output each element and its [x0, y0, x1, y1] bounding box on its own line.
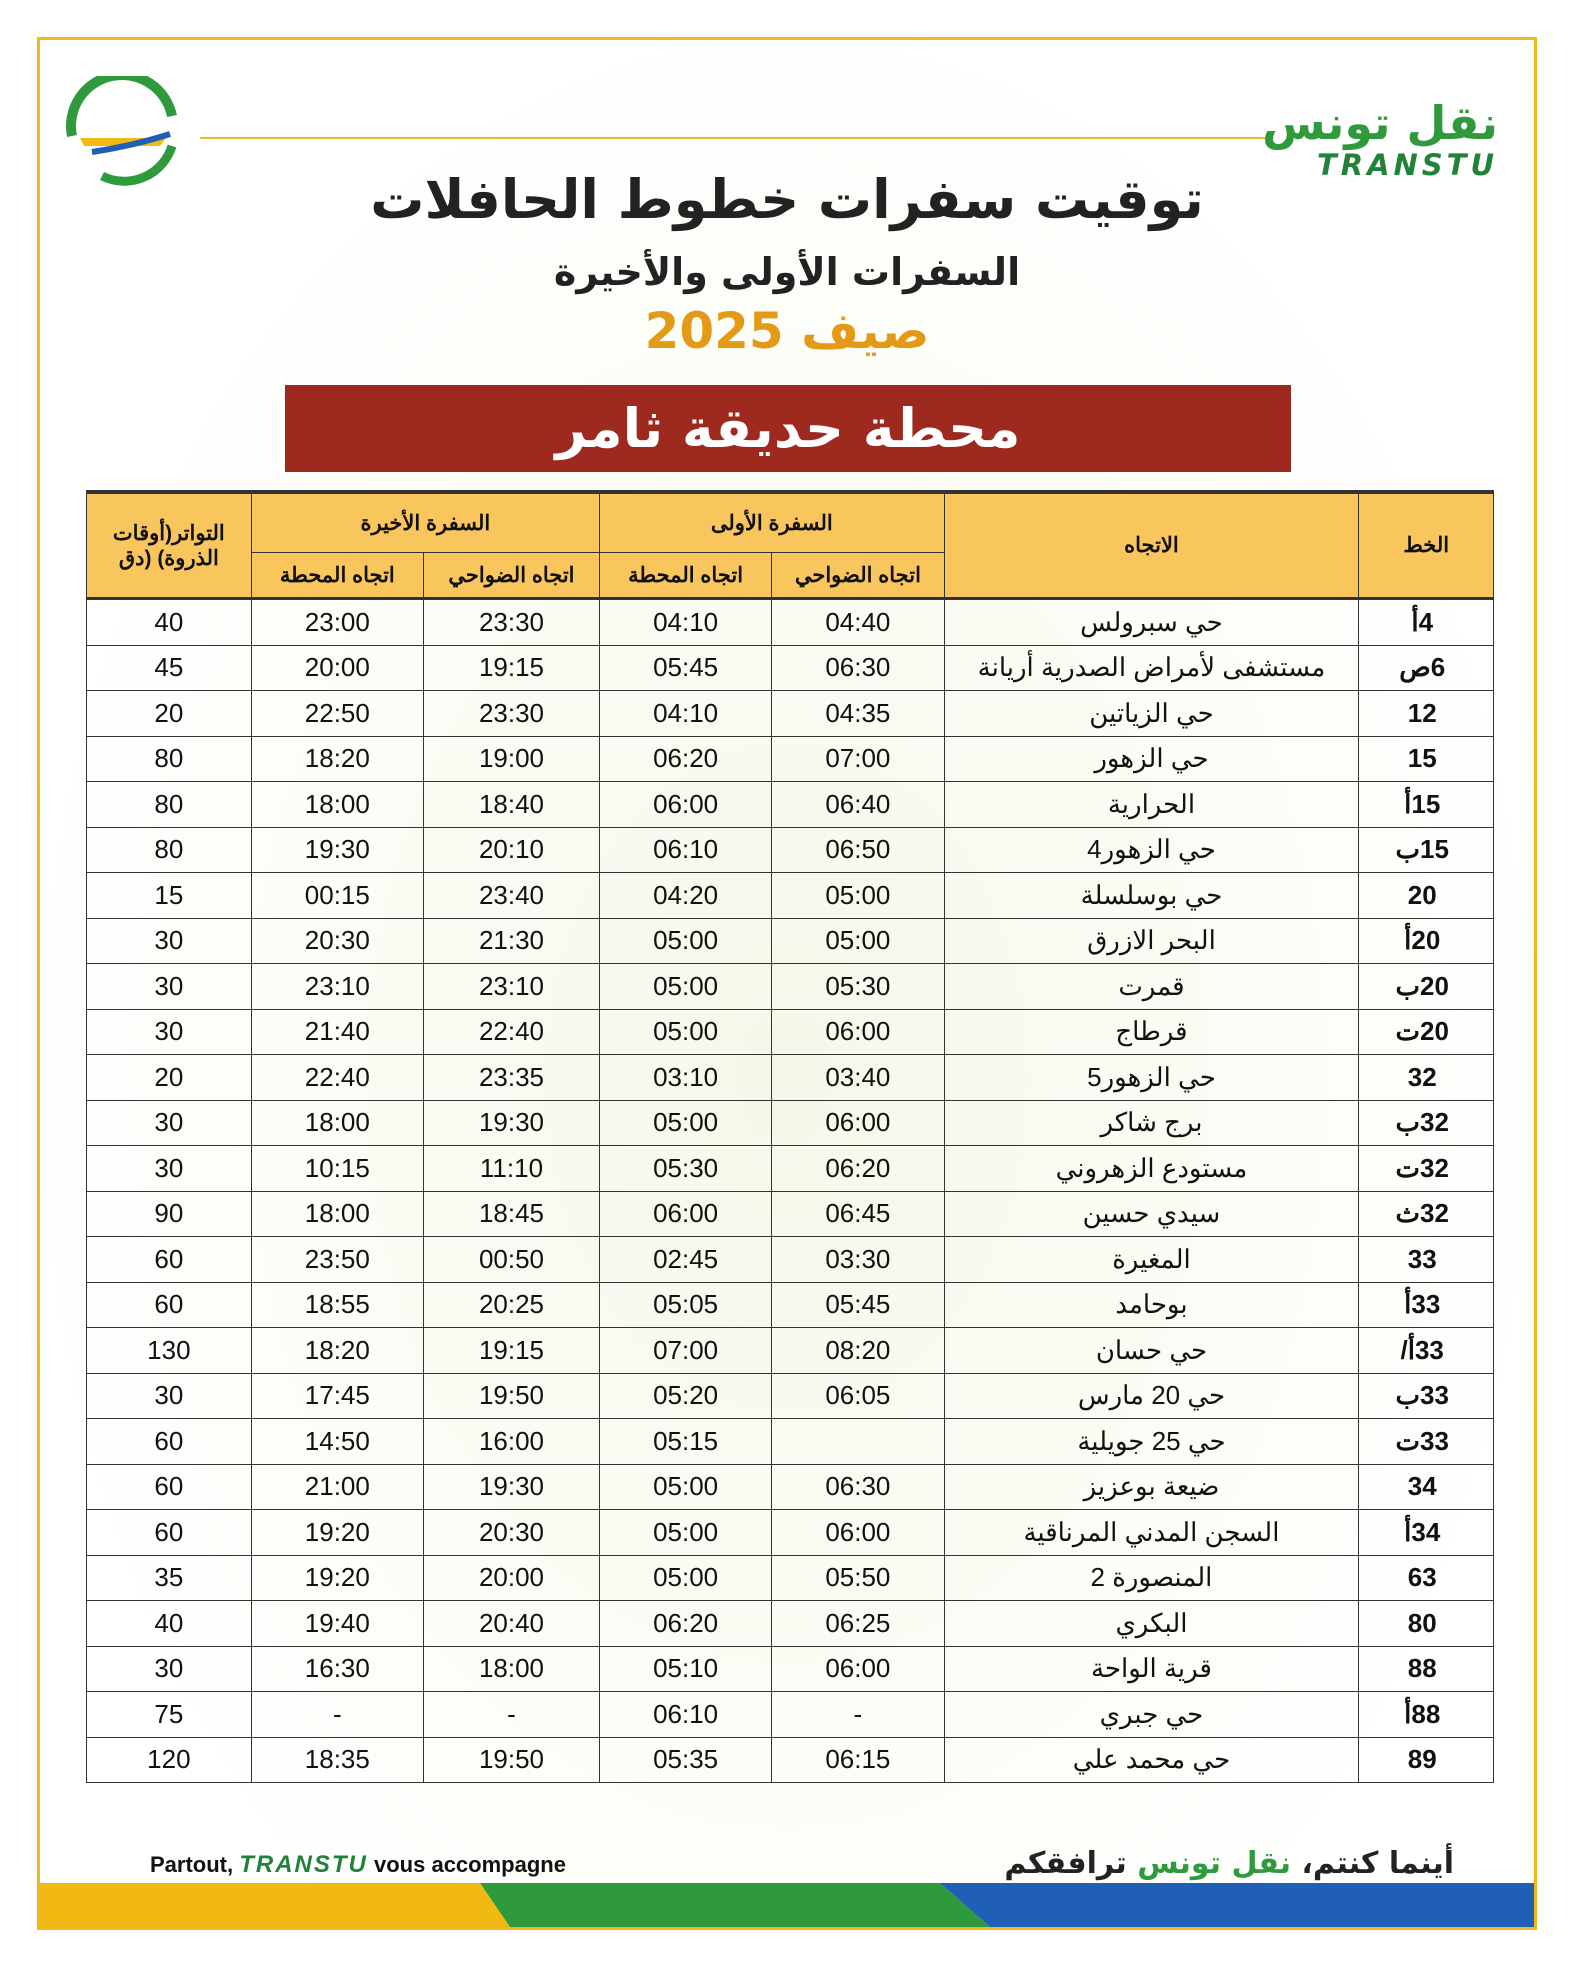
table-row — [87, 782, 1494, 828]
first-to-suburbs-cell: 05:30 — [772, 964, 944, 1010]
first-to-station-cell: 05:00 — [600, 918, 772, 964]
last-to-station-cell: 00:15 — [251, 873, 423, 919]
header-first-trip: السفرة الأولى — [600, 492, 945, 553]
last-to-station-cell: 18:20 — [251, 1328, 423, 1374]
line-cell: 32ث — [1359, 1191, 1494, 1237]
header-destination: الاتجاه — [944, 492, 1359, 599]
last-to-station-cell: 10:15 — [251, 1146, 423, 1192]
destination-cell: المغيرة — [944, 1237, 1359, 1283]
first-to-station-cell: 05:00 — [600, 1100, 772, 1146]
destination-cell: حي جبري — [944, 1692, 1359, 1738]
line-cell: 6ص — [1359, 645, 1494, 691]
first-to-suburbs-cell: - — [772, 1692, 944, 1738]
last-to-suburbs-cell: 19:15 — [423, 645, 599, 691]
footer-fr-prefix: Partout, — [150, 1852, 240, 1877]
first-to-station-cell: 06:20 — [600, 736, 772, 782]
page-subtitle: السفرات الأولى والأخيرة — [553, 250, 1021, 294]
first-to-suburbs-cell: 08:20 — [772, 1328, 944, 1374]
line-cell: 15أ — [1359, 782, 1494, 828]
destination-cell: المنصورة 2 — [944, 1555, 1359, 1601]
last-to-suburbs-cell: 20:25 — [423, 1282, 599, 1328]
header-line: الخط — [1359, 492, 1494, 599]
header-last-to-suburbs: اتجاه الضواحي — [423, 553, 599, 599]
first-to-suburbs-cell — [772, 1419, 944, 1465]
header-last-to-station: اتجاه المحطة — [251, 553, 423, 599]
last-to-station-cell: 23:00 — [251, 599, 423, 646]
last-to-suburbs-cell: 18:00 — [423, 1646, 599, 1692]
destination-cell: برج شاكر — [944, 1100, 1359, 1146]
frequency-cell: 20 — [87, 691, 252, 737]
line-cell: 34أ — [1359, 1510, 1494, 1556]
last-to-suburbs-cell: - — [423, 1692, 599, 1738]
table-row — [87, 1692, 1494, 1738]
first-to-suburbs-cell: 07:00 — [772, 736, 944, 782]
first-to-station-cell: 05:35 — [600, 1737, 772, 1783]
footer-ar-suffix: ترافقكم — [1004, 1846, 1138, 1881]
table-row — [87, 1737, 1494, 1783]
footer-arabic — [1004, 1846, 1454, 1881]
destination-cell: حي بوسلسلة — [944, 873, 1359, 919]
destination-cell: حي 20 مارس — [944, 1373, 1359, 1419]
last-to-suburbs-cell: 23:40 — [423, 873, 599, 919]
last-to-station-cell: 18:35 — [251, 1737, 423, 1783]
destination-cell: مستودع الزهروني — [944, 1146, 1359, 1192]
line-cell: 32 — [1359, 1055, 1494, 1101]
first-to-suburbs-cell: 04:40 — [772, 599, 944, 646]
table-row — [87, 1237, 1494, 1283]
first-to-suburbs-cell: 06:40 — [772, 782, 944, 828]
frequency-cell: 80 — [87, 827, 252, 873]
first-to-station-cell: 05:00 — [600, 1555, 772, 1601]
destination-cell: حي الزهور5 — [944, 1055, 1359, 1101]
line-cell: 88 — [1359, 1646, 1494, 1692]
first-to-station-cell: 03:10 — [600, 1055, 772, 1101]
page-frame — [37, 37, 1537, 1930]
last-to-suburbs-cell: 11:10 — [423, 1146, 599, 1192]
frequency-cell: 30 — [87, 1100, 252, 1146]
frequency-cell: 130 — [87, 1328, 252, 1374]
last-to-station-cell: 18:00 — [251, 782, 423, 828]
table-row — [87, 599, 1494, 646]
table-row — [87, 873, 1494, 919]
first-to-suburbs-cell: 04:35 — [772, 691, 944, 737]
last-to-suburbs-cell: 19:30 — [423, 1100, 599, 1146]
first-to-suburbs-cell: 06:00 — [772, 1646, 944, 1692]
first-to-station-cell: 05:00 — [600, 964, 772, 1010]
first-to-suburbs-cell: 06:50 — [772, 827, 944, 873]
header-rule — [200, 137, 1270, 139]
last-to-station-cell: - — [251, 1692, 423, 1738]
last-to-station-cell: 20:00 — [251, 645, 423, 691]
frequency-cell: 60 — [87, 1510, 252, 1556]
last-to-suburbs-cell: 20:00 — [423, 1555, 599, 1601]
destination-cell: حي الزهور — [944, 736, 1359, 782]
first-to-station-cell: 05:15 — [600, 1419, 772, 1465]
frequency-cell: 90 — [87, 1191, 252, 1237]
last-to-suburbs-cell: 21:30 — [423, 918, 599, 964]
table-row — [87, 1055, 1494, 1101]
line-cell: 80 — [1359, 1601, 1494, 1647]
header-last-trip: السفرة الأخيرة — [251, 492, 599, 553]
frequency-cell: 30 — [87, 1009, 252, 1055]
last-to-station-cell: 23:50 — [251, 1237, 423, 1283]
first-to-suburbs-cell: 06:00 — [772, 1510, 944, 1556]
header-first-to-station: اتجاه المحطة — [600, 553, 772, 599]
last-to-station-cell: 16:30 — [251, 1646, 423, 1692]
first-to-suburbs-cell: 05:00 — [772, 873, 944, 919]
frequency-cell: 30 — [87, 964, 252, 1010]
first-to-station-cell: 07:00 — [600, 1328, 772, 1374]
brand-arabic: نقل تونس — [1262, 96, 1498, 150]
table-row — [87, 1646, 1494, 1692]
last-to-suburbs-cell: 20:30 — [423, 1510, 599, 1556]
footer-fr-suffix: vous accompagne — [367, 1852, 566, 1877]
first-to-station-cell: 06:10 — [600, 1692, 772, 1738]
table-row — [87, 1555, 1494, 1601]
timetable — [86, 490, 1494, 1783]
destination-cell: حي محمد علي — [944, 1737, 1359, 1783]
last-to-suburbs-cell: 19:30 — [423, 1464, 599, 1510]
first-to-station-cell: 05:05 — [600, 1282, 772, 1328]
destination-cell: حي الزهور4 — [944, 827, 1359, 873]
first-to-suburbs-cell: 03:30 — [772, 1237, 944, 1283]
frequency-cell: 35 — [87, 1555, 252, 1601]
line-cell: 32ب — [1359, 1100, 1494, 1146]
last-to-station-cell: 18:00 — [251, 1100, 423, 1146]
last-to-suburbs-cell: 19:50 — [423, 1737, 599, 1783]
first-to-suburbs-cell: 06:15 — [772, 1737, 944, 1783]
line-cell: 20ب — [1359, 964, 1494, 1010]
destination-cell: قرية الواحة — [944, 1646, 1359, 1692]
destination-cell: الحرارية — [944, 782, 1359, 828]
last-to-suburbs-cell: 23:30 — [423, 691, 599, 737]
header-frequency: التواتر(أوقات الذروة) (دق — [87, 492, 252, 599]
last-to-station-cell: 19:20 — [251, 1555, 423, 1601]
first-to-suburbs-cell: 05:45 — [772, 1282, 944, 1328]
table-row — [87, 645, 1494, 691]
last-to-station-cell: 23:10 — [251, 964, 423, 1010]
last-to-station-cell: 18:20 — [251, 736, 423, 782]
footer-french — [150, 1851, 566, 1879]
frequency-cell: 30 — [87, 918, 252, 964]
frequency-cell: 60 — [87, 1237, 252, 1283]
footer-ar-prefix: أينما كنتم، — [1291, 1846, 1454, 1881]
first-to-suburbs-cell: 06:20 — [772, 1146, 944, 1192]
last-to-suburbs-cell: 23:10 — [423, 964, 599, 1010]
first-to-station-cell: 06:00 — [600, 782, 772, 828]
last-to-suburbs-cell: 19:00 — [423, 736, 599, 782]
station-banner: محطة حديقة ثامر — [285, 385, 1291, 472]
destination-cell: حي سبرولس — [944, 599, 1359, 646]
frequency-cell: 40 — [87, 599, 252, 646]
first-to-suburbs-cell: 06:00 — [772, 1009, 944, 1055]
first-to-suburbs-cell: 06:30 — [772, 1464, 944, 1510]
table-row — [87, 1464, 1494, 1510]
frequency-cell: 60 — [87, 1464, 252, 1510]
first-to-station-cell: 04:20 — [600, 873, 772, 919]
destination-cell: بوحامد — [944, 1282, 1359, 1328]
last-to-suburbs-cell: 22:40 — [423, 1009, 599, 1055]
first-to-station-cell: 05:30 — [600, 1146, 772, 1192]
frequency-cell: 60 — [87, 1419, 252, 1465]
footer-ar-brand: نقل تونس — [1137, 1846, 1292, 1881]
line-cell: 33 — [1359, 1237, 1494, 1283]
frequency-cell: 60 — [87, 1282, 252, 1328]
last-to-station-cell: 22:40 — [251, 1055, 423, 1101]
header-first-to-suburbs: اتجاه الضواحي — [772, 553, 944, 599]
destination-cell: قمرت — [944, 964, 1359, 1010]
frequency-cell: 80 — [87, 782, 252, 828]
table-row — [87, 918, 1494, 964]
line-cell: 34 — [1359, 1464, 1494, 1510]
frequency-cell: 30 — [87, 1373, 252, 1419]
destination-cell: البكري — [944, 1601, 1359, 1647]
destination-cell: حي حسان — [944, 1328, 1359, 1374]
footer-fr-brand: TRANSTU — [239, 1851, 368, 1878]
last-to-station-cell: 18:00 — [251, 1191, 423, 1237]
first-to-station-cell: 05:45 — [600, 645, 772, 691]
last-to-suburbs-cell: 19:15 — [423, 1328, 599, 1374]
table-row — [87, 1191, 1494, 1237]
frequency-cell: 30 — [87, 1646, 252, 1692]
destination-cell: سيدي حسين — [944, 1191, 1359, 1237]
table-row — [87, 1510, 1494, 1556]
last-to-station-cell: 21:00 — [251, 1464, 423, 1510]
destination-cell: البحر الازرق — [944, 918, 1359, 964]
first-to-suburbs-cell: 05:50 — [772, 1555, 944, 1601]
timetable-body — [87, 599, 1494, 1783]
frequency-cell: 30 — [87, 1146, 252, 1192]
first-to-suburbs-cell: 06:30 — [772, 645, 944, 691]
table-row — [87, 691, 1494, 737]
last-to-station-cell: 17:45 — [251, 1373, 423, 1419]
last-to-suburbs-cell: 18:40 — [423, 782, 599, 828]
last-to-station-cell: 19:30 — [251, 827, 423, 873]
first-to-station-cell: 02:45 — [600, 1237, 772, 1283]
line-cell: 15ب — [1359, 827, 1494, 873]
line-cell: 33ت — [1359, 1419, 1494, 1465]
first-to-station-cell: 05:00 — [600, 1510, 772, 1556]
line-cell: 20 — [1359, 873, 1494, 919]
frequency-cell: 75 — [87, 1692, 252, 1738]
table-row — [87, 736, 1494, 782]
last-to-suburbs-cell: 23:30 — [423, 599, 599, 646]
line-cell: 88أ — [1359, 1692, 1494, 1738]
table-row — [87, 1328, 1494, 1374]
frequency-cell: 15 — [87, 873, 252, 919]
table-row — [87, 1100, 1494, 1146]
line-cell: 4أ — [1359, 599, 1494, 646]
destination-cell: حي الزياتين — [944, 691, 1359, 737]
first-to-suburbs-cell: 06:05 — [772, 1373, 944, 1419]
first-to-station-cell: 04:10 — [600, 691, 772, 737]
frequency-cell: 80 — [87, 736, 252, 782]
table-row — [87, 1282, 1494, 1328]
frequency-cell: 120 — [87, 1737, 252, 1783]
destination-cell: السجن المدني المرناقية — [944, 1510, 1359, 1556]
last-to-station-cell: 22:50 — [251, 691, 423, 737]
line-cell: 20أ — [1359, 918, 1494, 964]
last-to-station-cell: 19:40 — [251, 1601, 423, 1647]
last-to-suburbs-cell: 20:10 — [423, 827, 599, 873]
page-title: توقيت سفرات خطوط الحافلات — [370, 168, 1204, 231]
first-to-suburbs-cell: 06:00 — [772, 1100, 944, 1146]
first-to-suburbs-cell: 06:25 — [772, 1601, 944, 1647]
frequency-cell: 20 — [87, 1055, 252, 1101]
table-row — [87, 827, 1494, 873]
destination-cell: ضيعة بوعزيز — [944, 1464, 1359, 1510]
last-to-station-cell: 18:55 — [251, 1282, 423, 1328]
table-row — [87, 1146, 1494, 1192]
first-to-suburbs-cell: 06:45 — [772, 1191, 944, 1237]
first-to-station-cell: 05:00 — [600, 1009, 772, 1055]
first-to-station-cell: 04:10 — [600, 599, 772, 646]
last-to-suburbs-cell: 00:50 — [423, 1237, 599, 1283]
line-cell: 15 — [1359, 736, 1494, 782]
first-to-station-cell: 06:10 — [600, 827, 772, 873]
line-cell: 33أ/ — [1359, 1328, 1494, 1374]
last-to-station-cell: 21:40 — [251, 1009, 423, 1055]
line-cell: 20ت — [1359, 1009, 1494, 1055]
table-row — [87, 1009, 1494, 1055]
table-row — [87, 1601, 1494, 1647]
line-cell: 33ب — [1359, 1373, 1494, 1419]
frequency-cell: 45 — [87, 645, 252, 691]
line-cell: 89 — [1359, 1737, 1494, 1783]
last-to-suburbs-cell: 18:45 — [423, 1191, 599, 1237]
last-to-suburbs-cell: 16:00 — [423, 1419, 599, 1465]
last-to-suburbs-cell: 23:35 — [423, 1055, 599, 1101]
first-to-station-cell: 05:20 — [600, 1373, 772, 1419]
last-to-suburbs-cell: 19:50 — [423, 1373, 599, 1419]
first-to-station-cell: 06:00 — [600, 1191, 772, 1237]
line-cell: 12 — [1359, 691, 1494, 737]
line-cell: 63 — [1359, 1555, 1494, 1601]
first-to-suburbs-cell: 05:00 — [772, 918, 944, 964]
first-to-suburbs-cell: 03:40 — [772, 1055, 944, 1101]
line-cell: 32ت — [1359, 1146, 1494, 1192]
destination-cell: قرطاج — [944, 1009, 1359, 1055]
last-to-suburbs-cell: 20:40 — [423, 1601, 599, 1647]
season-label: صيف 2025 — [644, 302, 930, 360]
table-row — [87, 1419, 1494, 1465]
table-row — [87, 1373, 1494, 1419]
destination-cell: مستشفى لأمراض الصدرية أريانة — [944, 645, 1359, 691]
last-to-station-cell: 20:30 — [251, 918, 423, 964]
last-to-station-cell: 19:20 — [251, 1510, 423, 1556]
first-to-station-cell: 05:00 — [600, 1464, 772, 1510]
last-to-station-cell: 14:50 — [251, 1419, 423, 1465]
first-to-station-cell: 06:20 — [600, 1601, 772, 1647]
table-row — [87, 964, 1494, 1010]
brand-latin: TRANSTU — [1316, 148, 1498, 182]
frequency-cell: 40 — [87, 1601, 252, 1647]
footer-stripes — [40, 1883, 1537, 1927]
line-cell: 33أ — [1359, 1282, 1494, 1328]
first-to-station-cell: 05:10 — [600, 1646, 772, 1692]
destination-cell: حي 25 جويلية — [944, 1419, 1359, 1465]
